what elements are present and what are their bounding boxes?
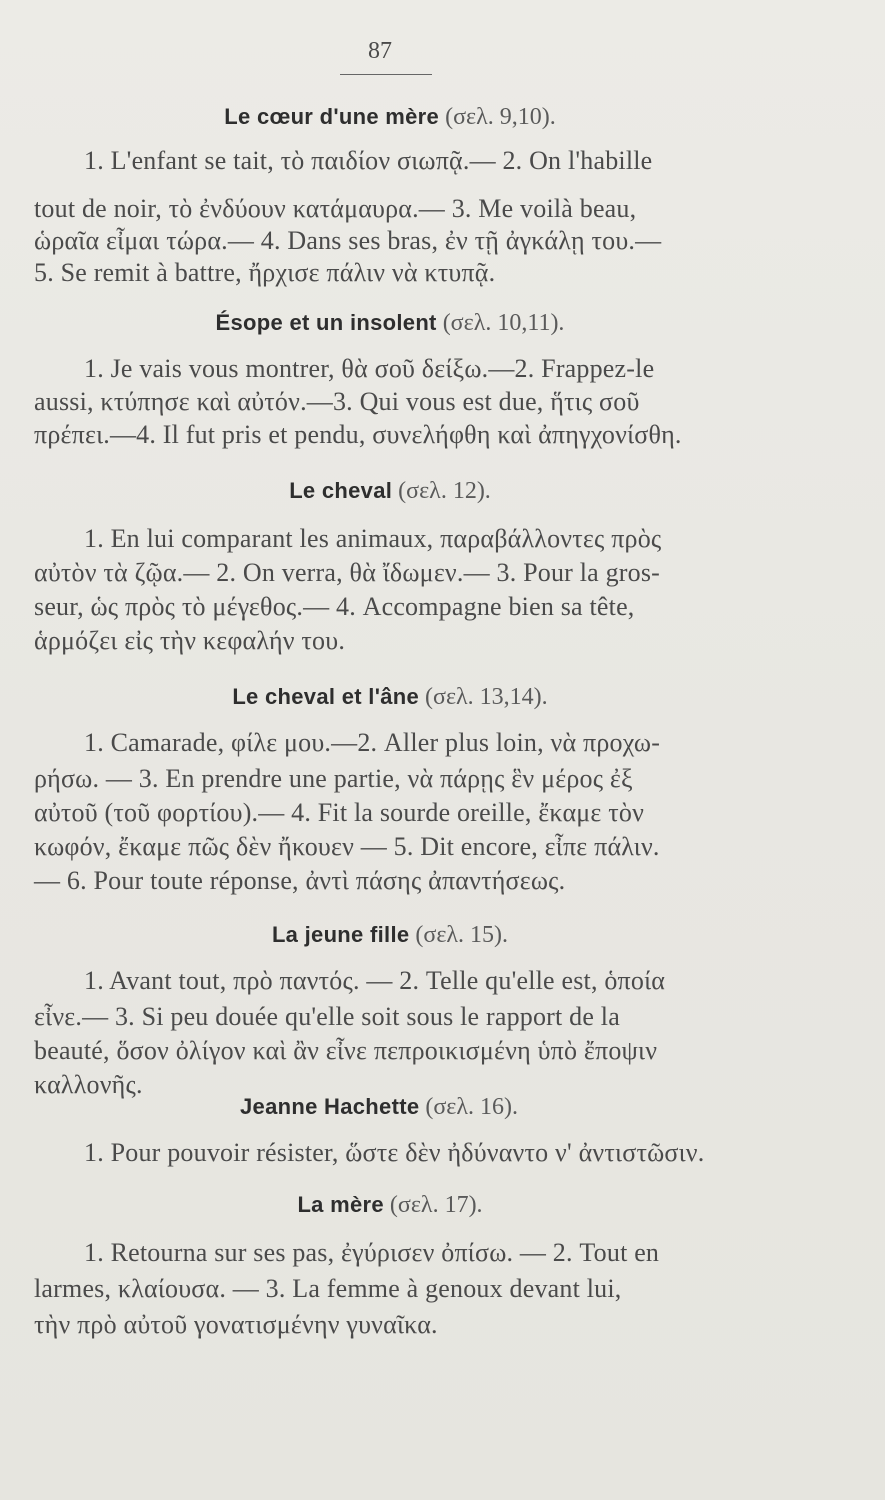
- text-line: 1. En lui comparant les animaux, παραβάλλοντες πρὸς: [84, 524, 662, 553]
- text-line: 1. Pour pouvoir résister, ὥστε δὲν ἠδύναντο ν' ἀντιστῶσιν.: [84, 1138, 705, 1167]
- text-line: 1. Avant tout, πρὸ παντός. — 2. Telle qu'elle est, ὁποία: [84, 966, 666, 995]
- section-ref: (σελ. 15).: [415, 922, 509, 948]
- section-title: La mère: [297, 1192, 384, 1217]
- text-line: κωφόν, ἔκαμε πῶς δὲν ἤκουεν — 5. Dit encore, εἶπε πάλιν.: [34, 832, 660, 861]
- text-line: τὴν πρὸ αὐτοῦ γονατισμένην γυναῖκα.: [34, 1310, 438, 1339]
- text-line: beauté, ὅσον ὀλίγον καὶ ἂν εἶνε πεπροικισμένη ὑπὸ ἔποψιν: [34, 1036, 658, 1065]
- section-title: La jeune fille: [271, 922, 410, 947]
- section-ref: (σελ. 10,11).: [442, 310, 565, 336]
- text-line: πρέπει.—4. Il fut pris et pendu, συνελήφθη καὶ ἀπηγχονίσθη.: [34, 420, 682, 449]
- text-line: — 6. Pour toute réponse, ἀντὶ πάσης ἀπαντήσεως.: [34, 866, 566, 895]
- text-line: 1. Camarade, φίλε μου.—2. Aller plus loin, νὰ προχω-: [84, 728, 661, 757]
- text-line: larmes, κλαίουσα. — 3. La femme à genoux devant lui,: [34, 1274, 622, 1303]
- section-heading: [0, 478, 780, 505]
- section-heading: [240, 1094, 780, 1121]
- text-line: καλλονῆς.: [34, 1070, 143, 1099]
- section-ref: (σελ. 12).: [398, 478, 491, 504]
- text-line: ἁρμόζει εἰς τὴν κεφαλήν του.: [34, 626, 346, 655]
- section-heading: [0, 922, 780, 949]
- section-title: Jeanne Hachette: [240, 1094, 420, 1119]
- page-number-rule: [340, 74, 432, 75]
- section-title: Ésope et un insolent: [215, 310, 437, 335]
- text-line: aussi, κτύπησε καὶ αὐτόν.—3. Qui vous est due, ἥτις σοῦ: [34, 387, 640, 416]
- section-ref: (σελ. 17).: [389, 1192, 483, 1218]
- text-line: seur, ὡς πρὸς τὸ μέγεθος.— 4. Accompagne bien sa tête,: [34, 592, 635, 621]
- text-line: 1. Retourna sur ses pas, ἐγύρισεν ὀπίσω. — 2. Tout en: [84, 1238, 660, 1267]
- text-line: εἶνε.— 3. Si peu douée qu'elle soit sous le rapport de la: [34, 1002, 620, 1031]
- text-line: αὐτὸν τὰ ζῷα.— 2. On verra, θὰ ἴδωμεν.— 3. Pour la gros-: [34, 558, 661, 587]
- text-line: αὐτοῦ (τοῦ φορτίου).— 4. Fit la sourde oreille, ἔκαμε τὸν: [34, 798, 645, 827]
- section-heading: [0, 104, 780, 131]
- section-heading: [0, 1192, 780, 1219]
- text-line: 1. Je vais vous montrer, θὰ σοῦ δείξω.—2. Frappez-le: [84, 354, 655, 383]
- section-heading: [0, 684, 780, 711]
- text-line: tout de noir, τὸ ἐνδύουν κατάμαυρα.— 3. Me voilà beau,: [34, 194, 637, 223]
- text-line: 1. L'enfant se tait, τὸ παιδίον σιωπᾷ.— 2. On l'habille: [84, 146, 653, 175]
- section-ref: (σελ. 9,10).: [445, 104, 556, 130]
- section-heading: [0, 310, 780, 337]
- text-line: 5. Se remit à battre, ἤρχισε πάλιν νὰ κτυπᾷ.: [34, 258, 496, 287]
- section-ref: (σελ. 16).: [425, 1094, 518, 1120]
- section-title: Le cheval et l'âne: [232, 684, 420, 709]
- section-ref: (σελ. 13,14).: [425, 684, 548, 710]
- text-line: ρήσω. — 3. En prendre une partie, νὰ πάρῃς ἓν μέρος ἐξ: [34, 764, 633, 793]
- section-title: Le cheval: [289, 478, 393, 503]
- page-number: 87: [368, 38, 392, 64]
- text-line: ὡραῖα εἶμαι τώρα.— 4. Dans ses bras, ἐν τῇ ἀγκάλῃ του.—: [34, 226, 662, 255]
- section-title: Le cœur d'une mère: [224, 104, 440, 129]
